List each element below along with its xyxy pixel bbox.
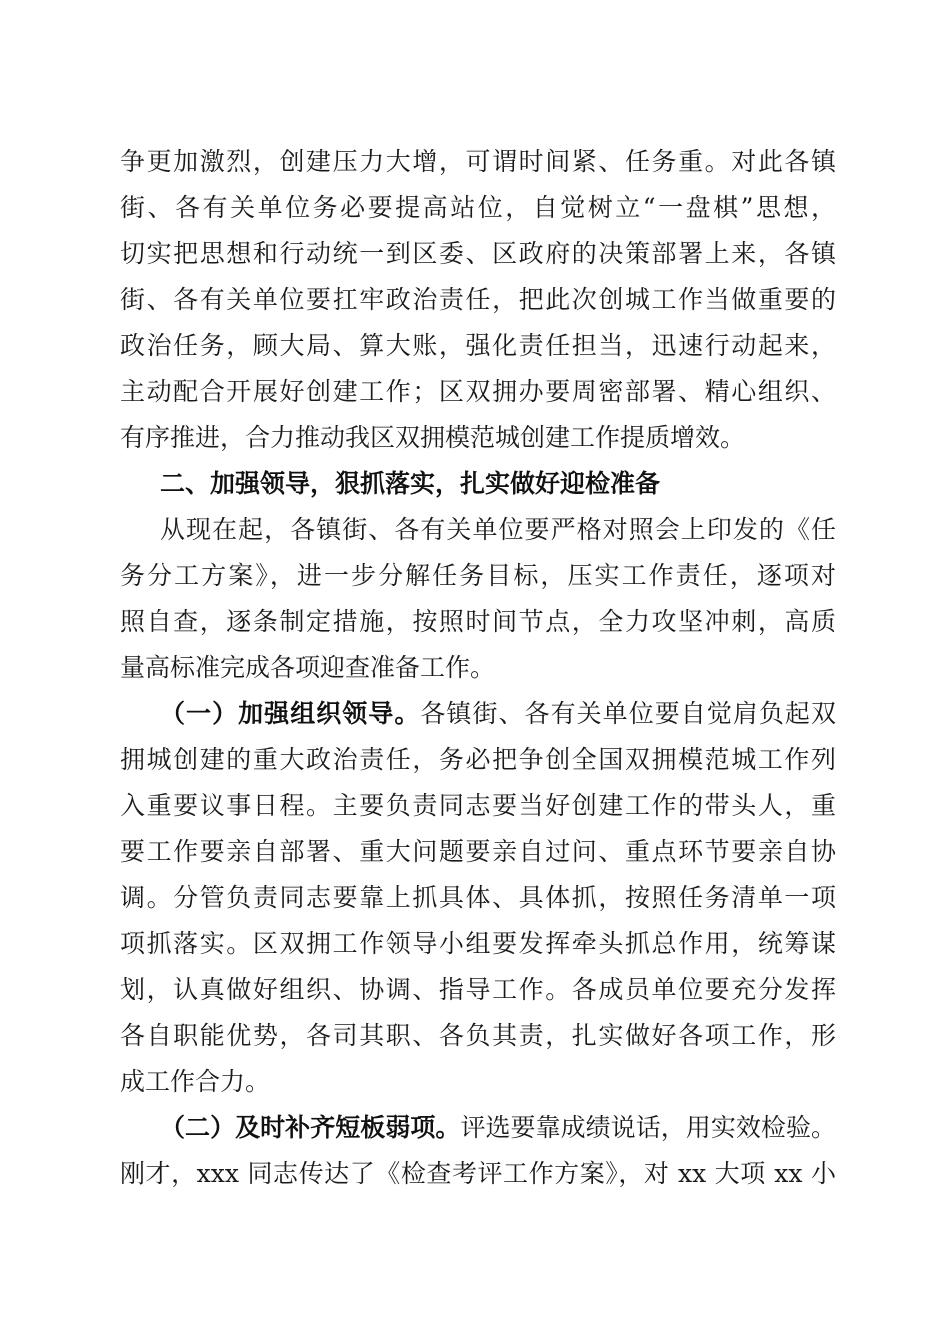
paragraph-2-line-1: 从现在起，各镇街、各有关单位要严格对照会上印发的《任 <box>160 515 836 544</box>
subheading-2: （二）及时补齐短板弱项。 <box>160 1113 461 1142</box>
paragraph-3-line-3: 入重要议事日程。主要负责同志要当好创建工作的带头人，重 <box>120 791 836 820</box>
paragraph-3-line-7: 划，认真做好组织、协调、指导工作。各成员单位要充分发挥 <box>120 975 836 1004</box>
paragraph-3-line-6: 项抓落实。区双拥工作领导小组要发挥牵头抓总作用，统筹谋 <box>120 929 836 958</box>
paragraph-3-line-1-text: 各镇街、各有关单位要自觉肩负起双 <box>420 699 836 728</box>
paragraph-3-line-5: 调。分管负责同志要靠上抓具体、具体抓，按照任务清单一项 <box>120 883 836 912</box>
paragraph-3-line-4: 要工作要亲自部署、重大问题要亲自过问、重点环节要亲自协 <box>120 837 836 866</box>
paragraph-2-line-2: 务分工方案》，进一步分解任务目标，压实工作责任，逐项对 <box>120 561 836 590</box>
paragraph-1-line-5: 政治任务，顾大局、算大账，强化责任担当，迅速行动起来， <box>120 331 836 360</box>
paragraph-1-line-1: 争更加激烈，创建压力大增，可谓时间紧、任务重。对此各镇 <box>120 147 836 176</box>
subheading-1: （一）加强组织领导。 <box>160 699 421 728</box>
paragraph-1-line-7: 有序推进，合力推动我区双拥模范城创建工作提质增效。 <box>120 423 746 452</box>
paragraph-2-line-3: 照自查，逐条制定措施，按照时间节点，全力攻坚冲刺，高质 <box>120 607 836 636</box>
paragraph-3-line-1 <box>160 691 836 737</box>
paragraph-1-line-6: 主动配合开展好创建工作；区双拥办要周密部署、精心组织、 <box>120 377 836 406</box>
paragraph-4-line-1 <box>160 1105 836 1151</box>
paragraph-1-line-4: 街、各有关单位要扛牢政治责任，把此次创城工作当做重要的 <box>120 285 836 314</box>
paragraph-3-line-9: 成工作合力。 <box>120 1067 271 1096</box>
paragraph-3-line-2: 拥城创建的重大政治责任，务必把争创全国双拥模范城工作列 <box>120 745 836 774</box>
paragraph-2-line-4: 量高标准完成各项迎查准备工作。 <box>120 653 496 682</box>
paragraph-1-line-3: 切实把思想和行动统一到区委、区政府的决策部署上来，各镇 <box>120 239 836 268</box>
paragraph-3-line-8: 各自职能优势，各司其职、各负其责，扎实做好各项工作，形 <box>120 1021 836 1050</box>
paragraph-1-line-2: 街、各有关单位务必要提高站位，自觉树立“一盘棋”思想， <box>120 193 836 222</box>
section-heading-2: 二、加强领导，狠抓落实，扎实做好迎检准备 <box>160 469 661 498</box>
paragraph-4-line-1-text: 评选要靠成绩说话，用实效检验。 <box>460 1113 836 1142</box>
paragraph-4-line-2: 刚才，xxx 同志传达了《检查考评工作方案》，对 xx 大项 xx 小 <box>120 1159 836 1188</box>
